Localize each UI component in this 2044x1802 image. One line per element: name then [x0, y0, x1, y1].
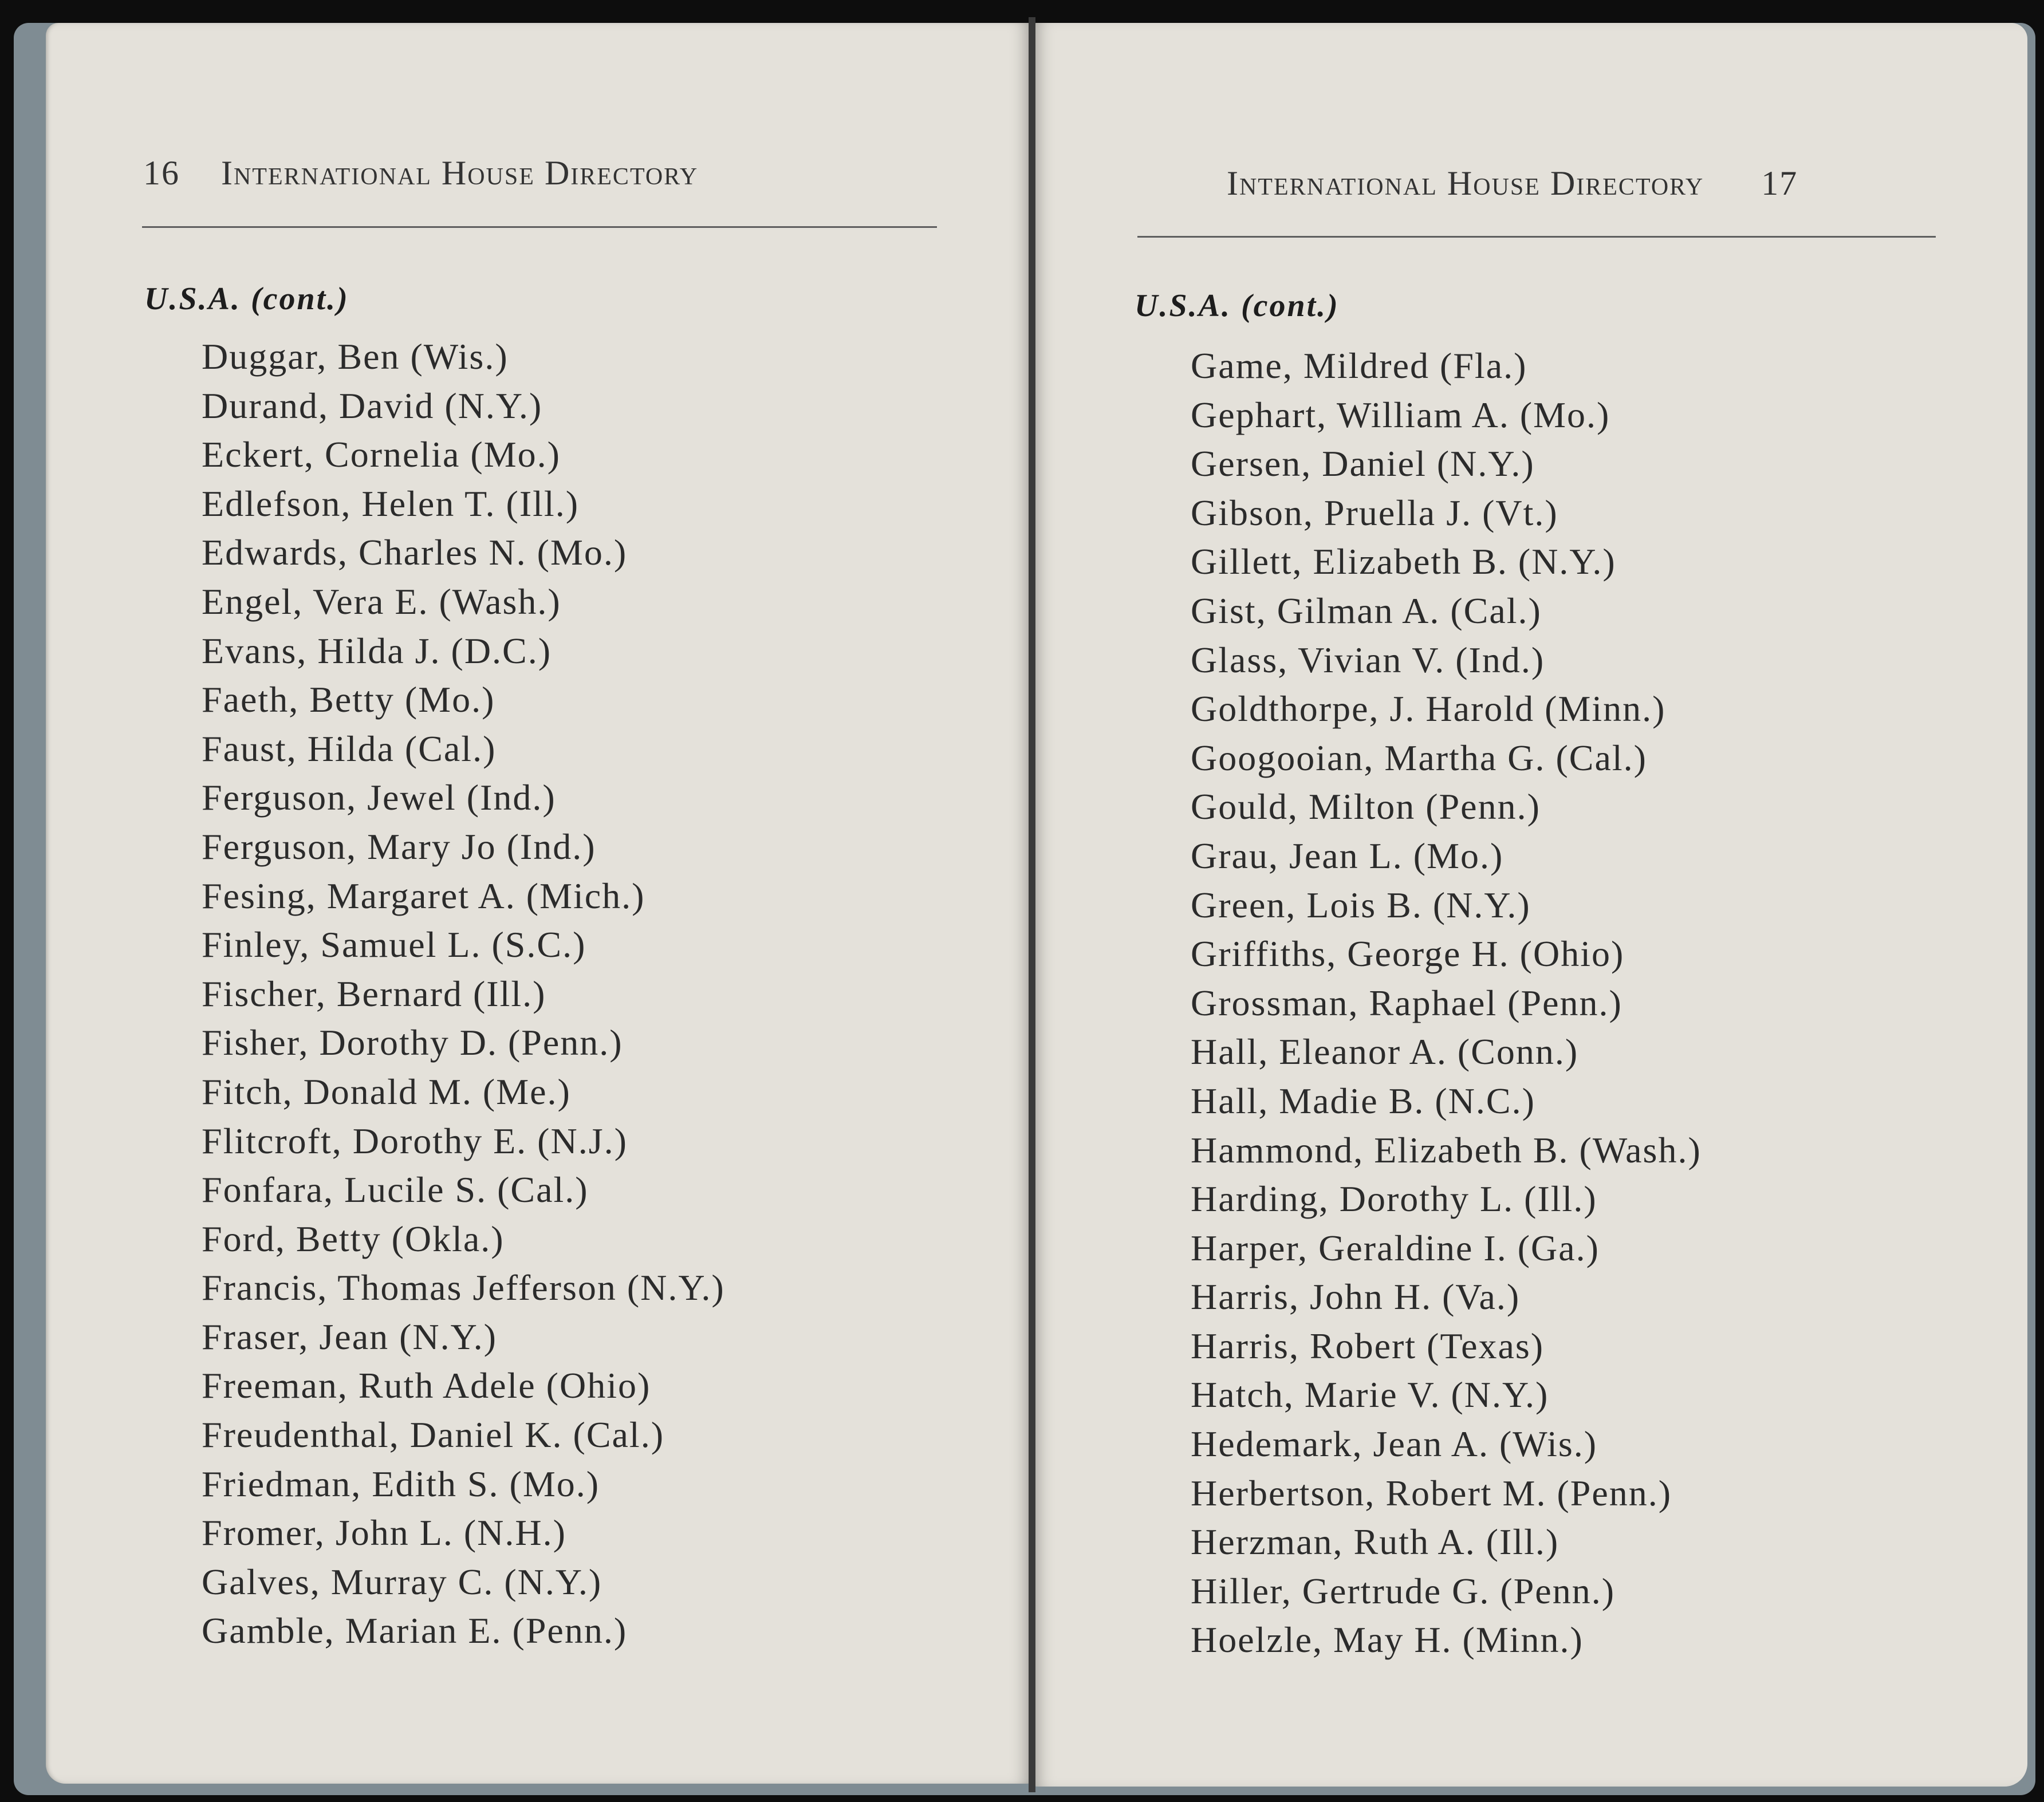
right-running-head	[1227, 164, 1798, 203]
directory-entry: Hoelzle, May H. (Minn.)	[1191, 1619, 1584, 1661]
directory-entry: Faeth, Betty (Mo.)	[202, 679, 495, 720]
directory-entry: Ford, Betty (Okla.)	[202, 1218, 505, 1259]
directory-entry: Finley, Samuel L. (S.C.)	[202, 924, 586, 965]
directory-entry: Gersen, Daniel (N.Y.)	[1191, 443, 1535, 484]
directory-entry: Harris, Robert (Texas)	[1191, 1325, 1545, 1366]
directory-entry: Glass, Vivian V. (Ind.)	[1191, 639, 1545, 680]
directory-entry: Galves, Murray C. (N.Y.)	[202, 1561, 602, 1602]
directory-entry: Grossman, Raphael (Penn.)	[1191, 982, 1622, 1023]
directory-entry: Hall, Eleanor A. (Conn.)	[1191, 1031, 1579, 1072]
right-running-title: International House Directory	[1227, 164, 1704, 202]
directory-entry: Gist, Gilman A. (Cal.)	[1191, 590, 1542, 631]
directory-entry: Harper, Geraldine I. (Ga.)	[1191, 1227, 1600, 1268]
directory-entry: Hedemark, Jean A. (Wis.)	[1191, 1424, 1598, 1465]
directory-entry: Fromer, John L. (N.H.)	[202, 1512, 566, 1553]
directory-entry: Game, Mildred (Fla.)	[1191, 345, 1527, 386]
directory-entry: Fischer, Bernard (Ill.)	[202, 973, 546, 1014]
right-entry-list	[1191, 341, 1702, 1665]
directory-entry: Freeman, Ruth Adele (Ohio)	[202, 1365, 651, 1406]
directory-entry: Harris, John H. (Va.)	[1191, 1276, 1521, 1318]
directory-entry: Herzman, Ruth A. (Ill.)	[1191, 1521, 1559, 1563]
directory-entry: Grau, Jean L. (Mo.)	[1191, 835, 1504, 876]
directory-entry: Fitch, Donald M. (Me.)	[202, 1071, 571, 1112]
directory-entry: Edwards, Charles N. (Mo.)	[202, 532, 628, 573]
directory-entry: Durand, David (N.Y.)	[202, 385, 543, 426]
left-page-number: 16	[143, 154, 180, 192]
directory-entry: Francis, Thomas Jefferson (N.Y.)	[202, 1267, 725, 1308]
left-section-heading: U.S.A. (cont.)	[144, 281, 349, 317]
left-running-head	[143, 153, 698, 193]
directory-entry: Fesing, Margaret A. (Mich.)	[202, 875, 645, 916]
directory-entry: Freudenthal, Daniel K. (Cal.)	[202, 1414, 664, 1456]
directory-entry: Googooian, Martha G. (Cal.)	[1191, 737, 1647, 778]
directory-entry: Gillett, Elizabeth B. (N.Y.)	[1191, 541, 1616, 582]
directory-entry: Harding, Dorothy L. (Ill.)	[1191, 1178, 1597, 1220]
directory-entry: Duggar, Ben (Wis.)	[202, 336, 509, 377]
directory-entry: Ferguson, Mary Jo (Ind.)	[202, 826, 596, 867]
directory-entry: Ferguson, Jewel (Ind.)	[202, 777, 556, 818]
directory-entry: Hammond, Elizabeth B. (Wash.)	[1191, 1129, 1702, 1170]
directory-entry: Goldthorpe, J. Harold (Minn.)	[1191, 688, 1666, 730]
directory-entry: Gamble, Marian E. (Penn.)	[202, 1610, 628, 1651]
left-entry-list	[202, 332, 725, 1655]
directory-entry: Griffiths, George H. (Ohio)	[1191, 933, 1625, 975]
right-page-number: 17	[1761, 164, 1798, 202]
directory-entry: Hall, Madie B. (N.C.)	[1191, 1080, 1535, 1121]
directory-entry: Flitcroft, Dorothy E. (N.J.)	[202, 1120, 628, 1161]
right-header-rule	[1137, 236, 1936, 238]
directory-entry: Fisher, Dorothy D. (Penn.)	[202, 1022, 623, 1063]
directory-entry: Gould, Milton (Penn.)	[1191, 786, 1541, 827]
directory-entry: Herbertson, Robert M. (Penn.)	[1191, 1472, 1672, 1513]
directory-entry: Hiller, Gertrude G. (Penn.)	[1191, 1570, 1615, 1611]
directory-entry: Gephart, William A. (Mo.)	[1191, 394, 1610, 435]
directory-entry: Fonfara, Lucile S. (Cal.)	[202, 1169, 589, 1210]
directory-entry: Faust, Hilda (Cal.)	[202, 728, 497, 769]
right-section-heading: U.S.A. (cont.)	[1135, 288, 1340, 324]
directory-entry: Green, Lois B. (N.Y.)	[1191, 884, 1531, 925]
directory-entry: Engel, Vera E. (Wash.)	[202, 581, 561, 622]
directory-entry: Friedman, Edith S. (Mo.)	[202, 1463, 600, 1504]
right-page	[1034, 23, 2027, 1787]
directory-entry: Eckert, Cornelia (Mo.)	[202, 434, 561, 475]
directory-entry: Gibson, Pruella J. (Vt.)	[1191, 492, 1558, 533]
directory-entry: Hatch, Marie V. (N.Y.)	[1191, 1374, 1549, 1415]
directory-entry: Fraser, Jean (N.Y.)	[202, 1316, 497, 1357]
left-running-title: International House Directory	[221, 154, 699, 192]
book-gutter	[1029, 17, 1035, 1792]
directory-entry: Evans, Hilda J. (D.C.)	[202, 630, 552, 671]
left-page	[46, 23, 1030, 1784]
left-header-rule	[142, 226, 937, 228]
directory-entry: Edlefson, Helen T. (Ill.)	[202, 483, 579, 524]
